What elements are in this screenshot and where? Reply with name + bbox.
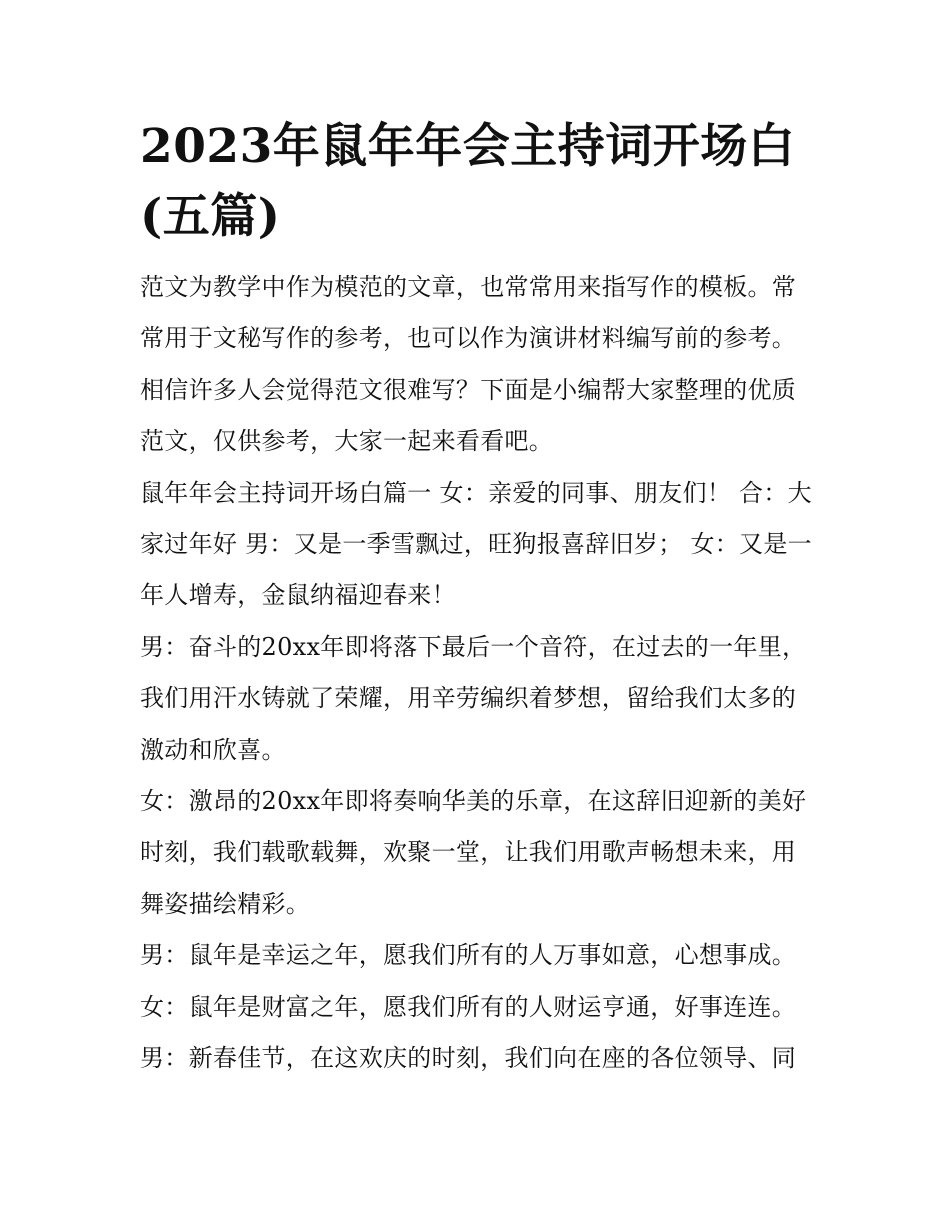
paragraph-female-2: 女：鼠年是财富之年，愿我们所有的人财运亨通，好事连连。 [140, 992, 797, 1021]
paragraph-female-1: 女：激昂的20xx年即将奏响华美的乐章，在这辞旧迎新的美好时刻，我们载歌载舞，欢聚一堂，让我们用歌声畅想未来，用舞姿描绘精彩。 [140, 787, 807, 918]
paragraph-intro: 范文为教学中作为模范的文章，也常常用来指写作的模板。常常用于文秘写作的参考，也可以作为演讲材料编写前的参考。相信许多人会觉得范文很难写？下面是小编帮大家整理的优质范文，仅供参考，大家一起来看看吧。 [140, 273, 797, 456]
document-title: 2023年鼠年年会主持词开场白(五篇) [140, 119, 796, 244]
paragraph-male-3: 男：新春佳节，在这欢庆的时刻，我们向在座的各位领导、同 [140, 1044, 797, 1073]
document-page [140, 112, 820, 1085]
document-body [140, 262, 820, 1085]
paragraph-male-1: 男：奋斗的20xx年即将落下最后一个音符，在过去的一年里，我们用汗水铸就了荣耀，用辛劳编织着梦想，留给我们太多的激动和欣喜。 [140, 632, 807, 764]
paragraph-male-2: 男：鼠年是幸运之年，愿我们所有的人万事如意，心想事成。 [140, 941, 797, 970]
paragraph-opening: 鼠年年会主持词开场白篇一 女：亲爱的同事、朋友们！ 合：大家过年好 男：又是一季雪飘过，旺狗报喜辞旧岁； 女：又是一年人增寿，金鼠纳福迎春来！ [140, 478, 812, 610]
